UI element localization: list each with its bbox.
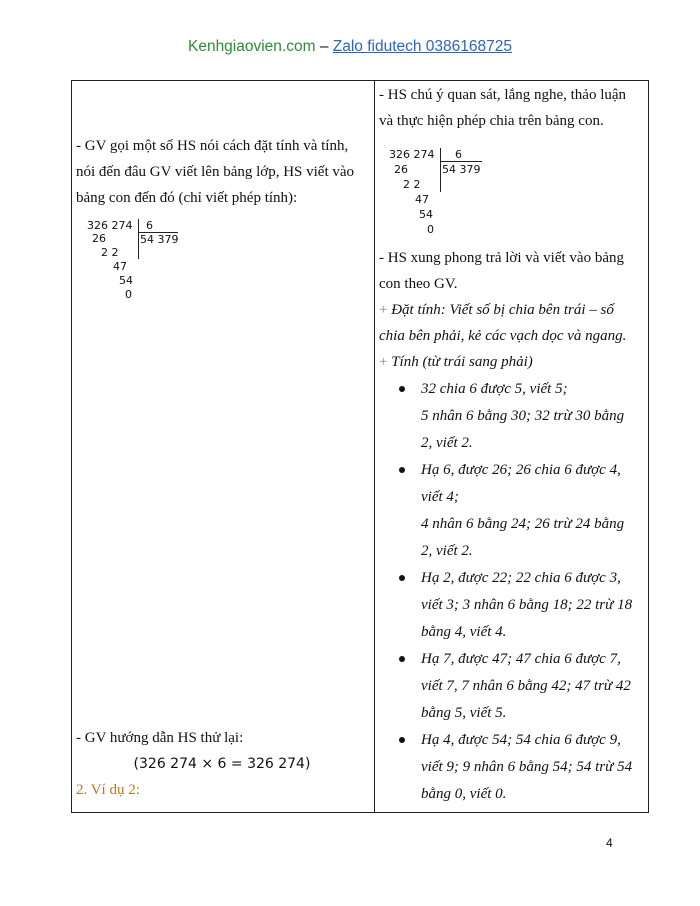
division-step: 2 2 — [101, 246, 119, 259]
step-list — [379, 376, 643, 808]
page-header — [0, 38, 700, 56]
division-step: 47 — [415, 193, 429, 206]
dividend: 326 274 — [87, 219, 133, 232]
step-line: 2, viết 2. — [421, 435, 473, 451]
step-item — [379, 376, 643, 457]
example-heading: 2. Ví dụ 2: — [76, 782, 140, 798]
divisor: 6 — [146, 219, 153, 232]
step-line: 4 nhân 6 bằng 24; 26 trừ 24 bằng — [421, 516, 625, 532]
plus-marker: + — [379, 354, 388, 370]
step-item — [379, 646, 643, 727]
bullet-icon — [399, 575, 405, 581]
plus-marker: + — [379, 302, 388, 318]
division-step: 2 2 — [403, 178, 421, 191]
quotient: 54 379 — [140, 233, 179, 246]
student-observe-line: và thực hiện phép chia trên bảng con. — [379, 113, 604, 129]
step-line: viết 7, 7 nhân 6 bằng 42; 47 trừ 42 — [421, 678, 631, 694]
step-line: Hạ 7, được 47; 47 chia 6 được 7, — [421, 651, 621, 667]
step-line: 5 nhân 6 bằng 30; 32 trừ 30 bằng — [421, 408, 625, 424]
division-step: 0 — [125, 288, 132, 301]
step-line: bằng 5, viết 5. — [421, 705, 507, 721]
divisor: 6 — [455, 148, 462, 161]
place-instruction — [379, 297, 643, 349]
division-step: 54 — [119, 274, 133, 287]
division-step: 0 — [427, 223, 434, 236]
lesson-table — [71, 80, 649, 813]
step-line: 2, viết 2. — [421, 543, 473, 559]
student-answer-line: - HS xung phong trả lời và viết vào bảng — [379, 250, 624, 266]
step-line: viết 9; 9 nhân 6 bằng 54; 54 trừ 54 — [421, 759, 633, 775]
compute-label: Tính (từ trái sang phải) — [391, 354, 533, 370]
teacher-intro — [76, 133, 368, 211]
teacher-intro-line: - GV gọi một số HS nói cách đặt tính và tính, — [76, 138, 349, 154]
dividend: 326 274 — [389, 148, 435, 161]
bullet-icon — [399, 386, 405, 392]
long-division-left — [87, 219, 207, 309]
step-line: viết 3; 3 nhân 6 bằng 18; 22 trừ 18 — [421, 597, 633, 613]
student-answer — [379, 245, 643, 297]
student-column — [379, 81, 643, 808]
teacher-column — [76, 81, 368, 798]
bullet-icon — [399, 467, 405, 473]
place-line: Đặt tính: Viết số bị chia bên trái – số — [391, 302, 614, 318]
teacher-guide: - GV hướng dẫn HS thử lại: — [76, 730, 244, 746]
step-line: Hạ 6, được 26; 26 chia 6 được 4, — [421, 462, 621, 478]
step-line: bằng 0, viết 0. — [421, 786, 507, 802]
header-zalo-link[interactable]: Zalo fidutech 0386168725 — [332, 38, 513, 55]
check-formula: (326 274 × 6 = 326 274) — [133, 756, 311, 772]
place-line: chia bên phải, kẻ các vạch dọc và ngang. — [379, 328, 627, 344]
teacher-intro-line: bảng con đến đó (chỉ viết phép tính): — [76, 190, 298, 206]
quotient: 54 379 — [442, 163, 481, 176]
teacher-intro-line: nói đến đâu GV viết lên bảng lớp, HS viết vào — [76, 164, 355, 180]
header-site: Kenhgiaovien.com — [187, 38, 316, 55]
division-step: 54 — [419, 208, 433, 221]
student-answer-line: con theo GV. — [379, 276, 458, 292]
page-number: 4 — [606, 836, 613, 850]
division-step: 26 — [394, 163, 408, 176]
division-step: 26 — [92, 232, 106, 245]
bullet-icon — [399, 656, 405, 662]
division-horizontal-line — [440, 161, 482, 162]
student-observe — [379, 82, 643, 134]
step-line: 32 chia 6 được 5, viết 5; — [421, 381, 568, 397]
division-step: 47 — [113, 260, 127, 273]
step-line: viết 4; — [421, 489, 459, 505]
division-vertical-line — [440, 148, 441, 192]
long-division-right — [389, 148, 509, 240]
column-divider — [374, 81, 375, 812]
step-item — [379, 565, 643, 646]
step-item — [379, 457, 643, 565]
student-observe-line: - HS chú ý quan sát, lắng nghe, thảo luận — [379, 87, 627, 103]
step-line: Hạ 4, được 54; 54 chia 6 được 9, — [421, 732, 621, 748]
step-line: bằng 4, viết 4. — [421, 624, 507, 640]
compute-instruction — [379, 349, 643, 375]
bullet-icon — [399, 737, 405, 743]
header-separator: – — [315, 38, 333, 55]
step-item — [379, 727, 643, 808]
step-line: Hạ 2, được 22; 22 chia 6 được 3, — [421, 570, 621, 586]
division-vertical-line — [138, 219, 139, 259]
